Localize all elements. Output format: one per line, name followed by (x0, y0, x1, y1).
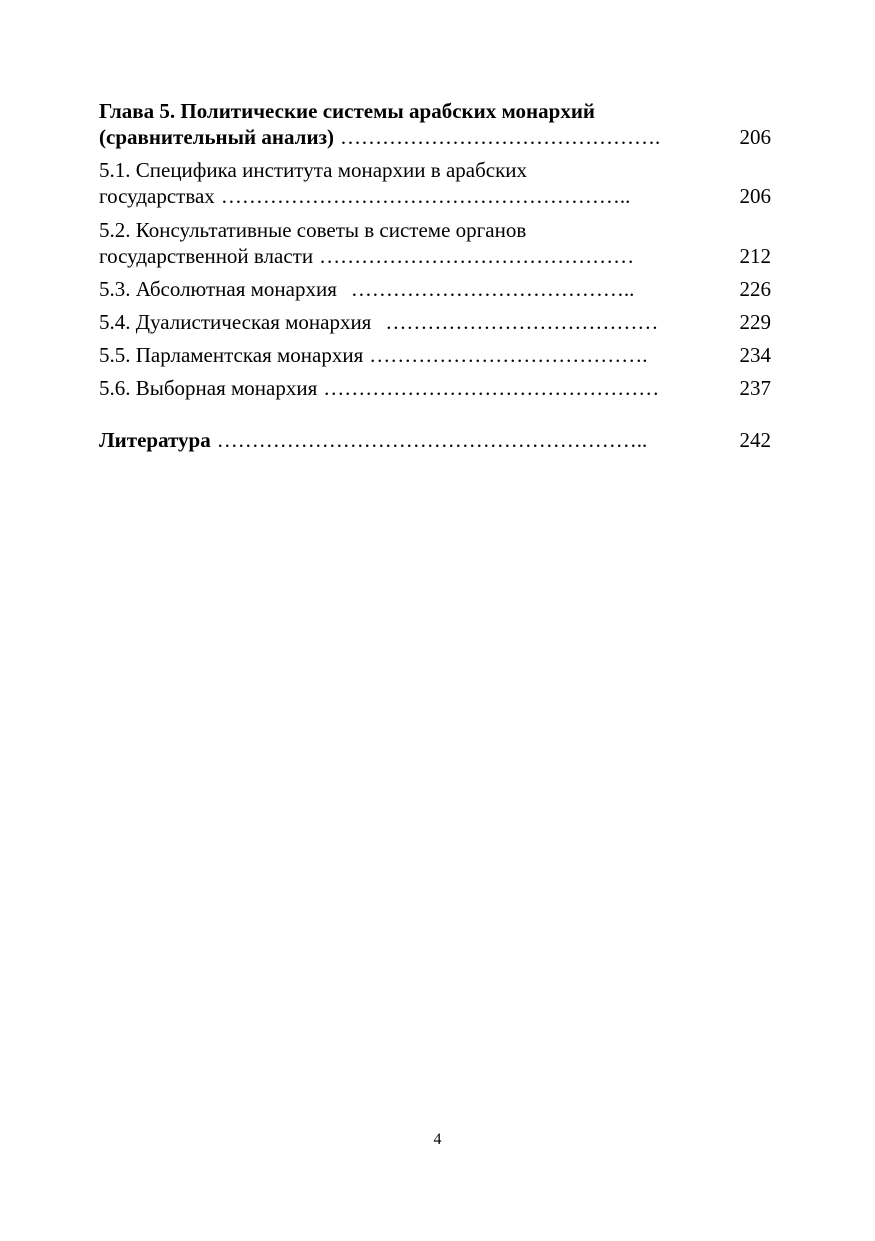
toc-leader-dots: ………………………………………. (340, 125, 661, 149)
toc-entry-chapter-5[interactable] (99, 98, 771, 150)
toc-leader-dots: ………………………………….. (350, 277, 635, 301)
toc-entry-5-1[interactable] (99, 157, 771, 209)
toc-entry-title: 5.4. Дуалистическая монархия (99, 310, 372, 334)
toc-entry-title-line2: (сравнительный анализ) (99, 125, 334, 149)
toc-entry-title-line2: государствах (99, 184, 215, 208)
toc-entry-5-4[interactable] (99, 309, 771, 335)
toc-leader-dots: ………………………………………… (323, 376, 660, 400)
toc-page-number: 237 (739, 376, 771, 400)
toc-page-number: 242 (739, 428, 771, 452)
toc-entry-5-2[interactable] (99, 217, 771, 269)
toc-entry-title-line1: Глава 5. Политические системы арабских монархий (99, 99, 596, 123)
table-of-contents (99, 98, 771, 453)
toc-page-number: 234 (739, 343, 771, 367)
toc-entry-title-line1: 5.2. Консультативные советы в системе органов (99, 218, 527, 242)
toc-leader-dots: …………………………………………………….. (216, 428, 648, 452)
toc-leader-dots: ………………………………… (385, 310, 659, 334)
toc-entry-title: 5.5. Парламентская монархия (99, 343, 364, 367)
toc-leader-dots: ……………………………………… (319, 244, 635, 268)
toc-entry-title-line2: государственной власти (99, 244, 314, 268)
toc-leader-dots: ………………………………………………….. (220, 184, 631, 208)
toc-page-number: 206 (739, 184, 771, 208)
toc-entry-title: Литература (99, 428, 211, 452)
toc-page-number: 229 (739, 310, 771, 334)
page-number: 4 (433, 1131, 442, 1148)
toc-entry-literature[interactable] (99, 427, 771, 453)
toc-page-number: 226 (739, 277, 771, 301)
toc-entry-5-5[interactable] (99, 342, 771, 368)
toc-page-number: 212 (739, 244, 771, 268)
toc-page-number: 206 (739, 125, 771, 149)
toc-entry-title-line1: 5.1. Специфика института монархии в арабских (99, 158, 528, 182)
toc-entry-5-3[interactable] (99, 276, 771, 302)
toc-entry-title: 5.3. Абсолютная монархия (99, 277, 337, 301)
toc-entry-title: 5.6. Выборная монархия (99, 376, 318, 400)
toc-leader-dots: …………………………………. (369, 343, 648, 367)
toc-entry-5-6[interactable] (99, 375, 771, 401)
